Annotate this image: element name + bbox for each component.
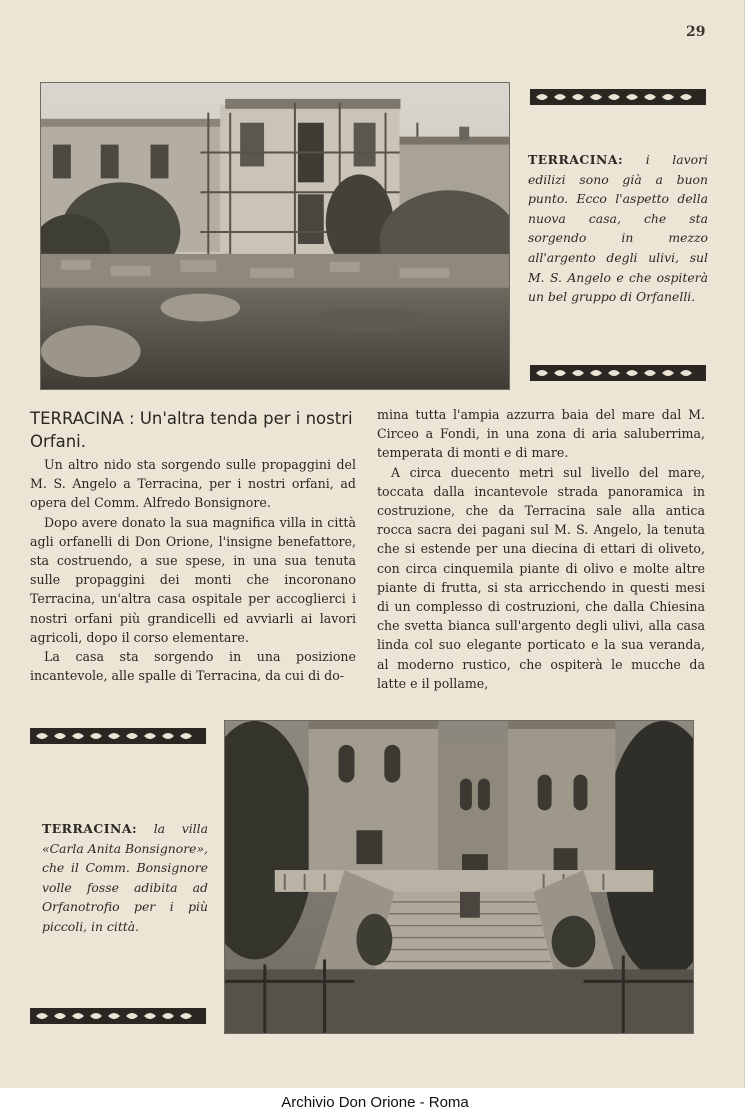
paragraph: Un altro nido sta sorgendo sulle propaggini del M. S. Angelo a Terracina, per i nostri orfani, ad opera del Comm. Alfredo Bonsignore. bbox=[30, 457, 356, 511]
archive-footer: Archivio Don Orione - Roma bbox=[281, 1094, 469, 1111]
paragraph: Dopo avere donato la sua magnifica villa in città agli orfanelli di Don Orione, l'insigne benefattore, sta costruendo, a sue spese, in una sua tenuta sulle propaggini dei monti che incoronano Terracina, un'altra casa ospitale per accoglierci i nostri orfani più grandicelli ed avviarli ai lavori agricoli, dopo il corso elementare. bbox=[30, 514, 356, 645]
article-headline: TERRACINA : Un'altra tenda per i nostri Orfani. bbox=[30, 409, 353, 451]
caption-bottom-place: TERRACINA: bbox=[42, 821, 138, 836]
article-column-left bbox=[30, 455, 356, 685]
caption-top-place: TERRACINA: bbox=[528, 152, 624, 167]
paragraph: A circa duecento metri sul livello del mare, toccata dalla incantevole strada panoramica in costruzione, che da Terracina sale alla antica rocca sacra dei pagani sul M. S. Angelo, la tenuta che si estende per una diecina di ettari di oliveto, con circa cinquemila piante di olivo e molte altre piante di frutta, si sta arricchendo in questi mesi di un complesso di costruzioni, che dalla Chiesina che svetta bianca sull'argento degli ulivi, alla casa linda col suo elegante porticato e la sua veranda, al moderno rustico, che ospiterà le mucche da latte e il pollame, bbox=[377, 464, 705, 691]
article-column-right bbox=[377, 405, 705, 693]
ornament-divider bbox=[530, 86, 706, 108]
caption-bottom-text: la villa «Carla Anita Bonsignore», che il Comm. Bonsignore volle fosse adibita ad Orfanotrofio per i più piccoli, in città. bbox=[42, 821, 208, 934]
ornament-divider bbox=[30, 725, 206, 747]
ornament-divider bbox=[30, 1005, 206, 1027]
caption-top bbox=[528, 150, 708, 307]
caption-bottom bbox=[42, 819, 208, 937]
caption-top-text: i lavori edilizi sono già a buon punto. Ecco l'aspetto della nuova casa, che sta sorgendo in mezzo all'argento degli ulivi, sul M. S. Angelo e che ospiterà un bel gruppo di Orfanelli. bbox=[528, 152, 708, 305]
paragraph: mina tutta l'ampia azzurra baia del mare dal M. Circeo a Fondi, in una zona di aria saluberrima, temperata di monti e di mare. bbox=[377, 407, 705, 461]
ornament-divider bbox=[530, 362, 706, 384]
photo-construction-site bbox=[40, 82, 510, 390]
paragraph: La casa sta sorgendo in una posizione incantevole, alle spalle di Terracina, da cui di do- bbox=[30, 649, 356, 684]
photo-villa-orphanage bbox=[224, 720, 694, 1034]
page-number: 29 bbox=[686, 24, 706, 40]
